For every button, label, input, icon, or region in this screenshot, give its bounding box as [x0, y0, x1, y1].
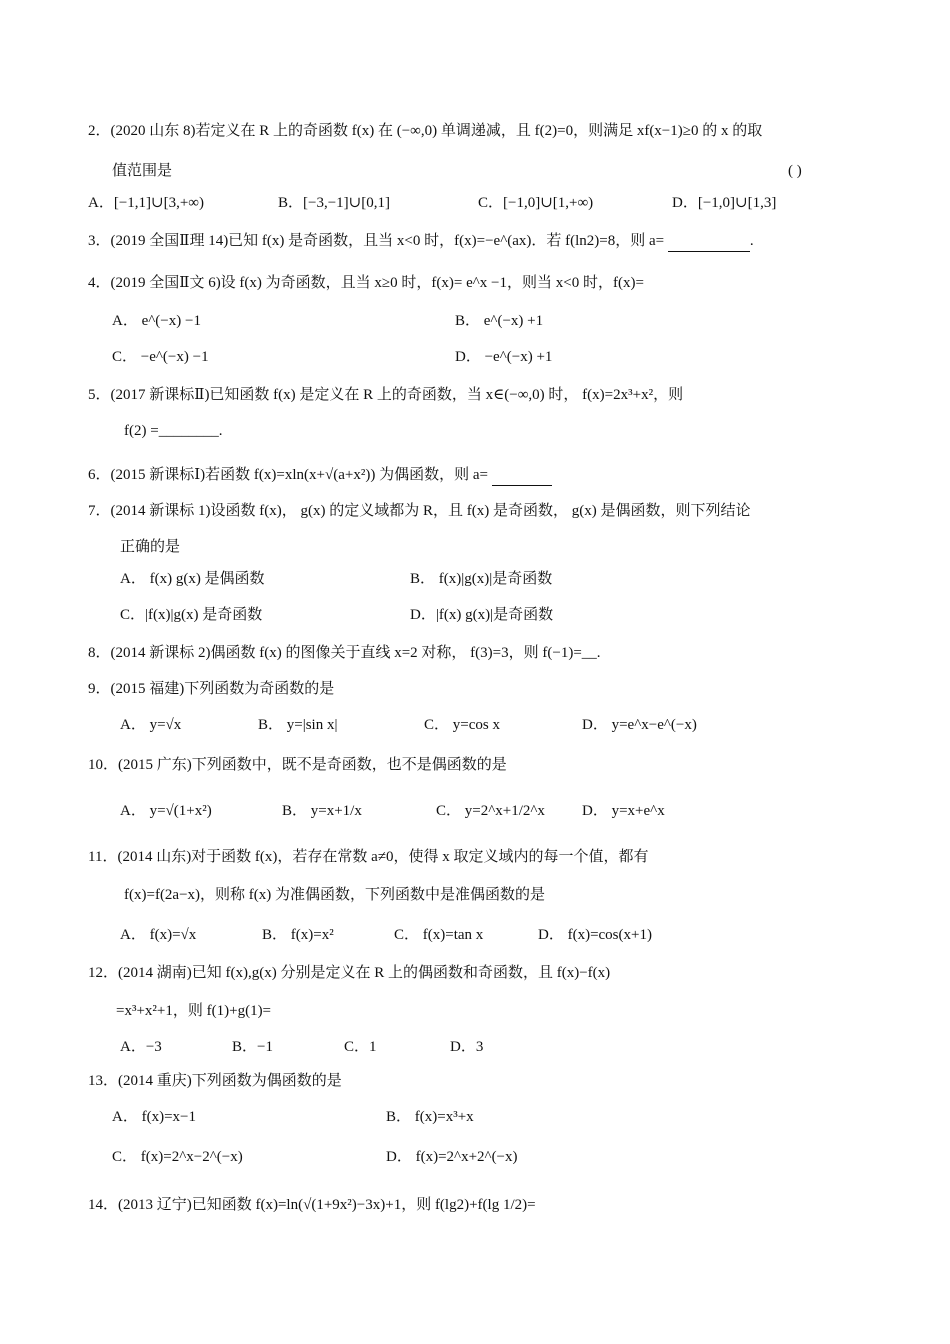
- question-6-stem: 6．(2015 新课标Ⅰ)若函数 f(x)=xln(x+√(a+x²)) 为偶函数，则 a=: [88, 464, 552, 486]
- question-4-stem: 4．(2019 全国Ⅱ文 6)设 f(x) 为奇函数，且当 x≥0 时，f(x)= e^x −1，则当 x<0 时，f(x)=: [88, 275, 644, 291]
- question-9-stem: 9．(2015 福建)下列函数为奇函数的是: [88, 681, 335, 697]
- question-13-option-c: C． f(x)=2^x−2^(−x): [112, 1149, 243, 1165]
- question-5-stem-cont: f(2) =________.: [124, 423, 223, 439]
- question-7-option-c: C．|f(x)|g(x) 是奇函数: [120, 607, 263, 623]
- question-4-option-c: C． −e^(−x) −1: [112, 349, 209, 365]
- question-13-option-b: B． f(x)=x³+x: [386, 1109, 474, 1125]
- question-2-option-c: C．[−1,0]∪[1,+∞): [478, 195, 594, 211]
- question-5-stem: 5．(2017 新课标Ⅱ)已知函数 f(x) 是定义在 R 上的奇函数，当 x∈(−∞,0) 时， f(x)=2x³+x²，则: [88, 387, 684, 403]
- question-11-stem-cont: f(x)=f(2a−x)，则称 f(x) 为准偶函数，下列函数中是准偶函数的是: [124, 887, 546, 903]
- question-11-stem: 11．(2014 山东)对于函数 f(x)，若存在常数 a≠0，使得 x 取定义域内的每一个值，都有: [88, 849, 649, 865]
- question-2-stem-cont: 值范围是: [112, 163, 173, 179]
- question-12-stem: 12．(2014 湖南)已知 f(x),g(x) 分别是定义在 R 上的偶函数和奇函数，且 f(x)−f(x): [88, 965, 611, 981]
- question-7-stem-cont: 正确的是: [120, 539, 181, 555]
- question-9-option-a: A． y=√x: [120, 717, 182, 733]
- question-9-option-d: D． y=e^x−e^(−x): [582, 717, 697, 733]
- question-3-stem: 3．(2019 全国Ⅱ理 14)已知 f(x) 是奇函数，且当 x<0 时，f(x)=−e^(ax)．若 f(ln2)=8，则 a= .: [88, 230, 754, 252]
- question-12-option-d: D．3: [450, 1039, 484, 1055]
- question-13-option-d: D． f(x)=2^x+2^(−x): [386, 1149, 518, 1165]
- answer-blank: [492, 469, 552, 486]
- question-4-option-b: B． e^(−x) +1: [455, 313, 544, 329]
- question-7-option-d: D．|f(x) g(x)|是奇函数: [410, 607, 554, 623]
- question-13-stem: 13．(2014 重庆)下列函数为偶函数的是: [88, 1073, 342, 1089]
- question-7-option-b: B． f(x)|g(x)|是奇函数: [410, 571, 553, 587]
- question-11-option-b: B． f(x)=x²: [262, 927, 334, 943]
- question-10-stem: 10．(2015 广东)下列函数中，既不是奇函数，也不是偶函数的是: [88, 757, 507, 773]
- question-10-option-c: C． y=2^x+1/2^x: [436, 803, 545, 819]
- question-11-option-c: C． f(x)=tan x: [394, 927, 484, 943]
- question-11-option-d: D． f(x)=cos(x+1): [538, 927, 652, 943]
- question-12-stem-cont: =x³+x²+1，则 f(1)+g(1)=: [116, 1003, 272, 1019]
- question-10-option-a: A． y=√(1+x²): [120, 803, 212, 819]
- question-10-option-d: D． y=x+e^x: [582, 803, 665, 819]
- question-11-option-a: A． f(x)=√x: [120, 927, 197, 943]
- question-2-stem: 2．(2020 山东 8)若定义在 R 上的奇函数 f(x) 在 (−∞,0) 单调递减，且 f(2)=0，则满足 xf(x−1)≥0 的 x 的取: [88, 123, 763, 139]
- question-10-option-b: B． y=x+1/x: [282, 803, 362, 819]
- question-13-option-a: A． f(x)=x−1: [112, 1109, 196, 1125]
- answer-blank: [668, 235, 750, 252]
- answer-paren: ( ): [788, 163, 802, 179]
- question-12-option-c: C．1: [344, 1039, 377, 1055]
- question-14-stem: 14．(2013 辽宁)已知函数 f(x)=ln(√(1+9x²)−3x)+1，则 f(lg2)+f(lg 1/2)=: [88, 1197, 536, 1213]
- question-4-option-a: A． e^(−x) −1: [112, 313, 201, 329]
- question-9-option-b: B． y=|sin x|: [258, 717, 338, 733]
- question-7-stem: 7．(2014 新课标 1)设函数 f(x)， g(x) 的定义域都为 R，且 f(x) 是奇函数， g(x) 是偶函数，则下列结论: [88, 503, 751, 519]
- question-8-stem: 8．(2014 新课标 2)偶函数 f(x) 的图像关于直线 x=2 对称， f(3)=3，则 f(−1)=__.: [88, 645, 601, 661]
- question-7-option-a: A． f(x) g(x) 是偶函数: [120, 571, 265, 587]
- question-9-option-c: C． y=cos x: [424, 717, 500, 733]
- question-12-option-a: A．−3: [120, 1039, 162, 1055]
- question-4-option-d: D． −e^(−x) +1: [455, 349, 553, 365]
- question-2-option-a: A．[−1,1]∪[3,+∞): [88, 195, 204, 211]
- question-2-option-d: D．[−1,0]∪[1,3]: [672, 195, 777, 211]
- question-12-option-b: B．−1: [232, 1039, 273, 1055]
- question-2-option-b: B．[−3,−1]∪[0,1]: [278, 195, 390, 211]
